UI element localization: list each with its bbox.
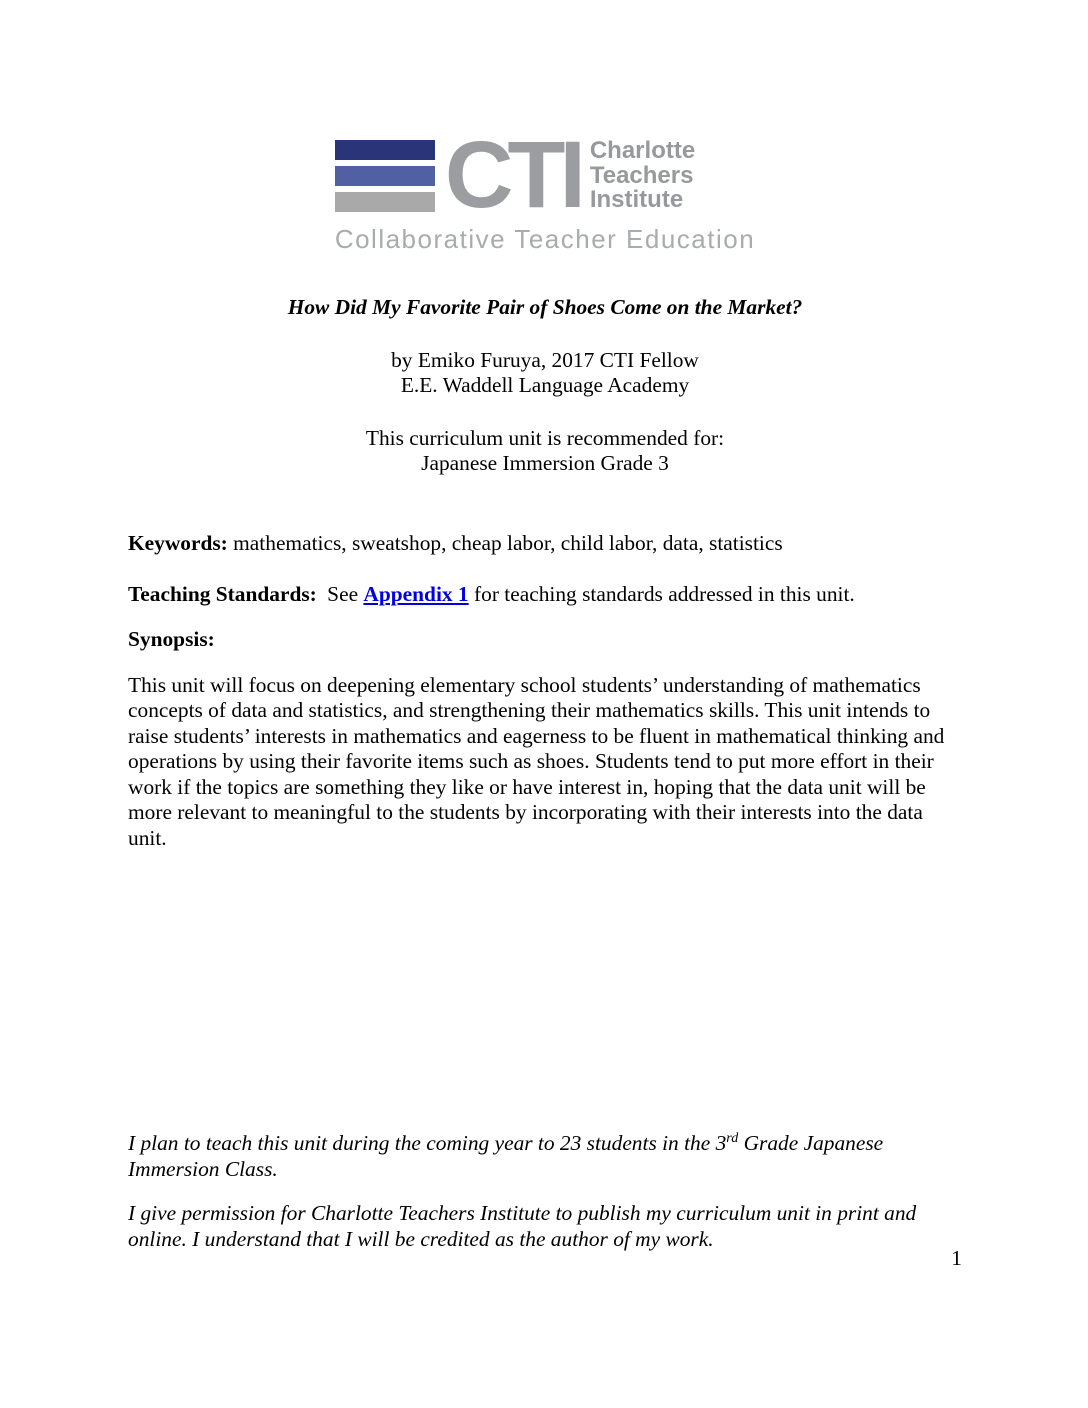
- logo-bar-dark-blue: [335, 140, 435, 160]
- keywords-label: Keywords:: [128, 530, 228, 555]
- recommended-block: [128, 426, 962, 477]
- teaching-standards-label: Teaching Standards:: [128, 581, 317, 606]
- appendix-1-link[interactable]: Appendix 1: [363, 581, 469, 606]
- plan-paragraph: [128, 1131, 952, 1182]
- plan-text-post: Grade Japanese Immersion Class.: [128, 1131, 884, 1181]
- logo-row: [335, 122, 755, 228]
- plan-text-pre: I plan to teach this unit during the coming year to 23 students in the 3: [128, 1131, 727, 1155]
- standards-pre-text: See: [327, 581, 359, 606]
- logo-bar-gray: [335, 192, 435, 212]
- author-byline: by Emiko Furuya, 2017 CTI Fellow: [391, 347, 699, 372]
- byline-block: [128, 348, 962, 399]
- standards-post-text: for teaching standards addressed in this unit.: [474, 581, 855, 606]
- permission-paragraph: I give permission for Charlotte Teachers Institute to publish my curriculum unit in print and online. I understand that I will be credited as the author of my work.: [128, 1201, 917, 1251]
- logo-tagline: Collaborative Teacher Education: [334, 223, 756, 254]
- logo-institute-name: [590, 139, 695, 213]
- logo-bar-medium-blue: [335, 166, 435, 186]
- recommended-intro: This curriculum unit is recommended for:: [365, 425, 725, 450]
- page-number: 1: [951, 1246, 962, 1270]
- logo-name-line: Charlotte: [589, 137, 696, 164]
- keywords-line: [128, 531, 962, 556]
- synopsis-paragraph: This unit will focus on deepening elementary school students’ understanding of mathematics concepts of data and statistics, and strengthening their mathematics skills. This unit intends to raise students’ interests in mathematics and eagerness to be fluent in mathematical thinking and operations by using their favorite items such as shoes. Students tend to put more effort in their work if the topics are something they like or have interest in, hoping that the data unit will be more relevant to meaningful to the students by incorporating with their interests into the data unit.: [128, 672, 945, 851]
- school-name: E.E. Waddell Language Academy: [400, 373, 690, 397]
- synopsis-heading: Synopsis:: [128, 626, 215, 651]
- recommended-grade: Japanese Immersion Grade 3: [421, 451, 669, 475]
- teaching-standards-line: [128, 582, 962, 607]
- logo-name-line: Institute: [589, 186, 684, 213]
- logo-name-line: Teachers: [589, 161, 694, 189]
- ordinal-superscript: rd: [726, 1130, 739, 1146]
- cti-logo: [334, 122, 756, 255]
- logo-bars-icon: [335, 140, 435, 212]
- keywords-text: mathematics, sweatshop, cheap labor, child labor, data, statistics: [233, 530, 783, 555]
- document-title: How Did My Favorite Pair of Shoes Come on the Market?: [287, 294, 803, 319]
- logo-acronym: CTI: [444, 122, 580, 228]
